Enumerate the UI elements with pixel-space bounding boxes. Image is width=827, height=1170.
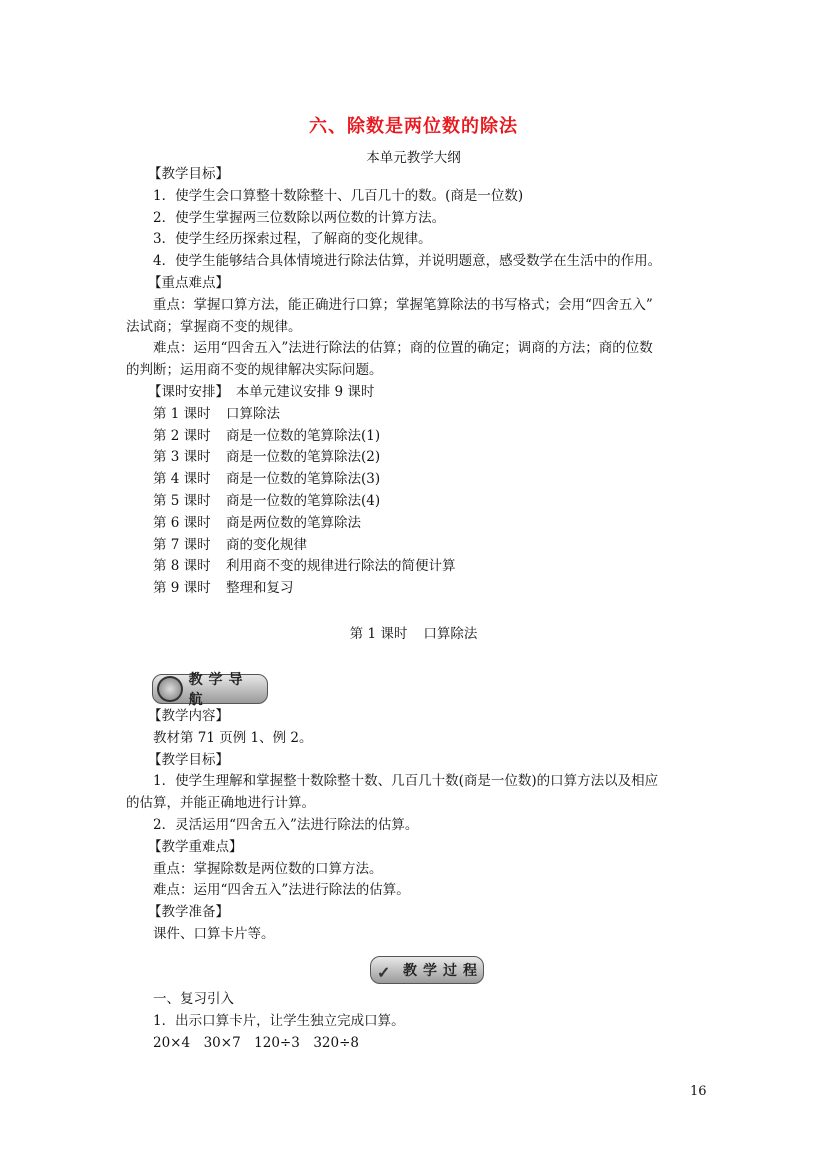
lesson-row [126,513,706,535]
lesson-row [126,426,706,448]
section-subtitle: 本单元教学大纲 [366,150,461,166]
step-text: 1．出示口算卡片，让学生独立完成口算。 [153,1012,405,1029]
lesson-number: 第 4 课时 [153,471,211,488]
lesson-number: 第 7 课时 [153,536,211,553]
goals-heading: 【教学目标】 [148,751,229,768]
goals-heading: 【教学目标】 [148,166,229,182]
prep-heading: 【教学准备】 [148,904,229,921]
lesson-title-name: 口算除法 [423,626,478,642]
goal-item-cont: 的估算，并能正确地进行计算。 [126,795,315,812]
key-point: 重点：掌握口算方法，能正确进行口算；掌握笔算除法的书写格式；会用“四舍五入” [153,296,653,313]
section-heading: 一、复习引入 [153,991,234,1007]
goal-item: 2．使学生掌握两三位数除以两位数的计算方法。 [153,209,446,226]
key-point: 重点：掌握除数是两位数的口算方法。 [153,860,383,877]
teaching-process-banner [370,956,484,984]
ship-wheel-icon [157,676,183,702]
key-point-cont: 法试商；掌握商不变的规律。 [126,318,302,335]
lesson-name: 商是两位数的笔算除法 [226,514,361,531]
content-text: 教材第 71 页例 1、例 2。 [153,729,313,746]
unit-outline [126,164,706,600]
goal-item: 2．灵活运用“四舍五入”法进行除法的估算。 [153,816,419,833]
lesson-name: 口算除法 [226,405,280,422]
lesson-number: 第 3 课时 [153,449,211,466]
lesson-title [0,622,827,642]
lesson-plan [126,706,706,946]
lesson-number: 第 6 课时 [153,514,211,531]
lesson-row [126,404,706,426]
page-title: 六、除数是两位数的除法 [309,116,518,137]
lesson-name: 商是一位数的笔算除法(3) [226,471,381,488]
lesson-name: 利用商不变的规律进行除法的简便计算 [226,558,456,575]
goal-item: 1．使学生会口算整十数除整十、几百几十的数。(商是一位数) [153,187,524,204]
lesson-name: 商是一位数的笔算除法(1) [226,427,381,444]
lesson-number: 第 9 课时 [153,580,211,597]
difficulty-point: 难点：运用“四舍五入”法进行除法的估算；商的位置的确定；调商的方法；商的位数 [153,340,653,357]
teaching-nav-banner [152,672,268,708]
lesson-row [126,535,706,557]
content-heading: 【教学内容】 [148,708,229,724]
goal-item: 4．使学生能够结合具体情境进行除法估算，并说明题意，感受数学在生活中的作用。 [153,253,662,270]
goal-item: 1．使学生理解和掌握整十数除整十数、几百几十数(商是一位数)的口算方法以及相应 [153,773,659,790]
key-heading: 【教学重难点】 [148,838,243,855]
page-number: 16 [690,1084,707,1099]
lesson-row [126,578,706,600]
lesson-name: 整理和复习 [226,580,294,597]
lesson-name: 商是一位数的笔算除法(2) [226,449,381,466]
lesson-number: 第 1 课时 [153,405,211,422]
lesson-number: 第 5 课时 [153,492,211,509]
goal-item: 3．使学生经历探索过程，了解商的变化规律。 [153,231,432,248]
key-heading: 【重点难点】 [148,274,229,291]
lesson-title-number: 第 1 课时 [349,626,408,642]
difficulty-point-cont: 的判断；运用商不变的规律解决实际问题。 [126,362,383,379]
exercise-list: 20×4 30×7 120÷3 320÷8 [153,1034,359,1051]
difficulty-point: 难点：运用“四舍五入”法进行除法的估算。 [153,882,410,899]
schedule-heading: 【课时安排】 本单元建议安排 9 课时 [148,383,375,400]
lesson-row [126,469,706,491]
lesson-row [126,491,706,513]
lesson-process [126,989,706,1054]
prep-text: 课件、口算卡片等。 [153,925,275,942]
lesson-row [126,447,706,469]
lesson-number: 第 2 课时 [153,427,211,444]
lesson-number: 第 8 课时 [153,558,211,575]
lesson-row [126,556,706,578]
lesson-name: 商是一位数的笔算除法(4) [226,492,381,509]
checkmark-icon: ✓ [377,963,391,982]
banner-label: 教学过程 [403,963,483,979]
lesson-name: 商的变化规律 [226,536,307,553]
banner-label: 教学导航 [188,672,249,708]
